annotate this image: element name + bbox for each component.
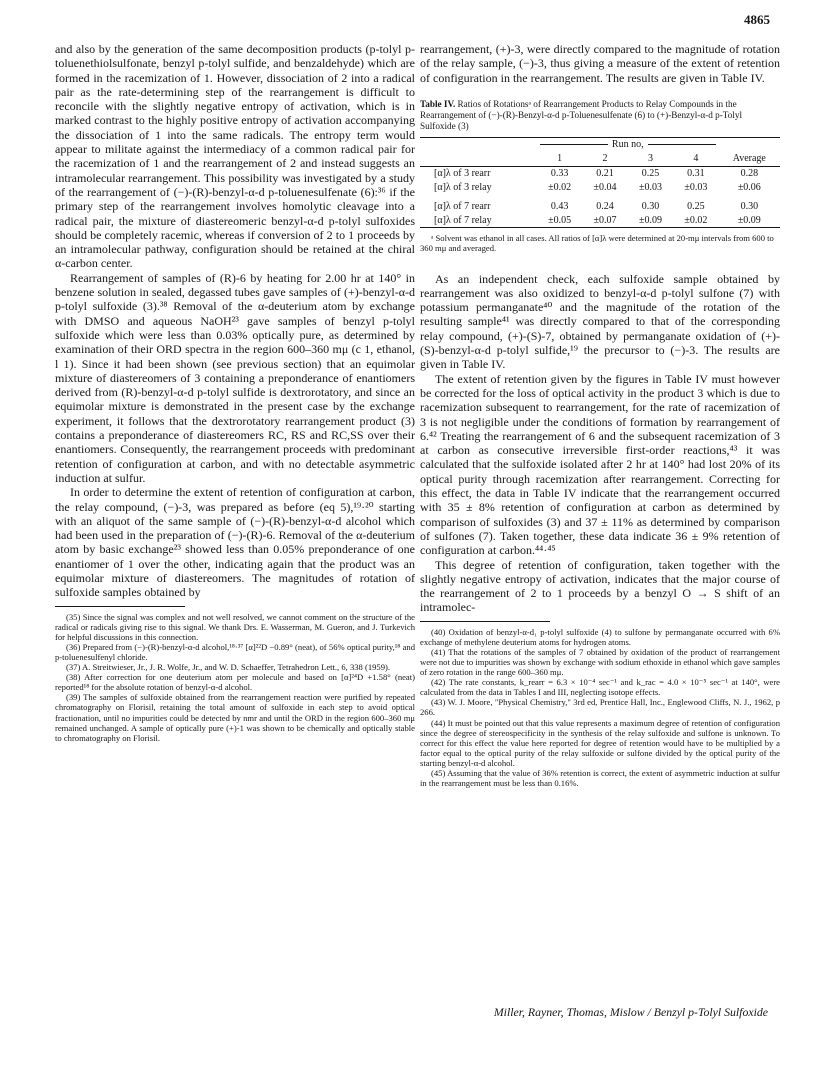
table-cell: ±0.09 — [719, 213, 780, 228]
footnote: (39) The samples of sulfoxide obtained from the rearrangement reaction were purified by repeated chromatography on Florisil, retaining the total amount of sulfoxide in each step to avoid optical fractionation, until no impurities could be detected by nmr and until the ORD in the region 600–360 mμ remained unchanged. A sample of optically pure (+)-1 was shown to be chemically and optically stable to chromatography on Florisil. — [55, 692, 415, 743]
column-header: 1 — [537, 152, 582, 167]
column-header: Average — [719, 152, 780, 167]
table-row — [420, 181, 780, 195]
table-footnote: ᵃ Solvent was ethanol in all cases. All ratios of [α]λ were determined at 20-mμ intervals from 600 to 360 mμ and averaged. — [420, 233, 774, 254]
table-cell: 0.33 — [550, 168, 569, 180]
footnote: (37) A. Streitwieser, Jr., J. R. Wolfe, Jr., and W. D. Schaeffer, Tetrahedron Lett., 6, 338 (1959). — [66, 662, 391, 673]
table-cell: ±0.02 — [673, 213, 718, 228]
footnote-divider — [420, 621, 550, 622]
footnote: (38) After correction for one deuterium atom per molecule and based on [α]²⁴D +1.58° (neat) reported¹⁸ for the absolute rotation of benzyl-α-d alcohol. — [55, 672, 415, 693]
column-header: 2 — [582, 152, 627, 167]
body-paragraph: As an independent check, each sulfoxide sample obtained by rearrangement was also oxidized to benzyl-α-d p-tolyl sulfone (7) with potassium permanganate⁴⁰ and the magnitude of the rotation of the resulting sample⁴¹ was directly compared to that of the corresponding relay compound, (+)-(S)-7, obtained by permanganate oxidation of (+)-(S)-benzyl-α-d p-tolyl sulfide,¹⁹ the precursor to (−)-3. The results are given in Table IV. — [420, 271, 780, 372]
table-cell: ±0.04 — [593, 182, 617, 194]
body-paragraph: This degree of retention of configuration, taken together with the slightly negative entropy of activation, indicates that the major course of the rearrangement of 2 to 1 proceeds by a benzyl O → S shift of an intramolec- — [420, 557, 780, 615]
column-header: 4 — [673, 152, 718, 167]
table-cell: ±0.03 — [684, 182, 708, 194]
table-corner — [420, 152, 537, 167]
table-caption-text: Ratios of Rotationsᵃ of Rearrangement Products to Relay Compounds in the Rearrangement of (−)-(R)-Benzyl-α-d p-Toluenesulfenate (6) to (+)-Benzyl-α-d p-Tolyl Sulfoxide (3) — [420, 98, 743, 131]
table-caption — [420, 99, 780, 132]
footnote: (45) Assuming that the value of 36% retention is correct, the extent of asymmetric induction at sulfur in the rearrangement must be less than 0.16%. — [420, 768, 780, 789]
left-column — [55, 42, 415, 743]
footnote: (42) The rate constants, k_rearr = 6.3 × 10⁻⁴ sec⁻¹ and k_rac = 4.0 × 10⁻⁵ sec⁻¹ at 140°, were calculated from the data in Tables I and III, neglecting isotope effects. — [420, 677, 780, 698]
table-cell: 0.31 — [687, 168, 705, 180]
row-label: [α]λ of 7 rearr — [434, 200, 491, 212]
table-cell: ±0.03 — [638, 182, 662, 194]
footnote: (43) W. J. Moore, "Physical Chemistry," 3rd ed, Prentice Hall, Inc., Englewood Cliffs, N. J., 1962, p 266. — [420, 697, 780, 718]
row-label: [α]λ of 3 relay — [434, 182, 492, 194]
table-cell: ±0.05 — [537, 213, 582, 228]
run-number-label: Run no, — [611, 139, 644, 151]
table-cell: 0.24 — [596, 200, 614, 212]
row-label: [α]λ of 3 rearr — [434, 168, 491, 180]
body-paragraph: The extent of retention given by the figures in Table IV must however be corrected for the loss of optical activity in the product 3 which is due to racemization subsequent to rearrangement, for the rate of racemization of 3 is not negligible under the conditions of formation by rearrangement of 6.⁴² Treating the rearrangement of 6 and the subsequent racemization of 3 at carbon as consecutive irreversible first-order reactions,⁴³ it was calculated that the sulfoxide isolated after 2 hr at 140° had lost 20% of its optical purity through racemization after rearrangement. Correcting for this effect, the data in Table IV indicate that the rearrangement occurred with 35 ± 8% retention of configuration at carbon as determined by comparison of sulfoxides (3) and 37 ± 11% as determined by comparison of sulfones (7). Taken together, these data indicate 36 ± 9% retention of configuration at carbon.⁴⁴·⁴⁵ — [420, 371, 780, 558]
body-paragraph: In order to determine the extent of retention of configuration at carbon, the relay compound, (−)-3, was prepared as before (eq 5),¹⁹·²⁰ starting with an aliquot of the same sample of (−)-(R)-benzyl-α-d alcohol which had been used in the preparation of (−)-(R)-6. Removal of the α-deuterium atom by basic exchange²³ showed less than 0.05% preponderance of one enantiomer of 1 over the other, indicating again that the product was an equimolar mixture of diastereomers. The magnitudes of rotation of sulfoxide samples obtained by — [55, 485, 415, 600]
table-cell: 0.30 — [641, 200, 660, 212]
table-cell: 0.21 — [596, 168, 614, 180]
page-number: 4865 — [744, 12, 770, 27]
table-corner — [719, 137, 780, 152]
table-row — [420, 166, 780, 181]
footnote: (44) It must be pointed out that this value represents a maximum degree of retention of configuration since the degree of stereospecificity in the synthesis of the relay sulfoxide and sulfone is unknown. To correct for this effect the value here reported for degree of retention would have to be multiplied by a factor equal to the optical purity of the relay sulfoxide or sulfone divided by the optical purity of the starting benzyl-α-d alcohol. — [420, 717, 780, 768]
table-cell: 0.25 — [641, 168, 660, 180]
body-paragraph: rearrangement, (+)-3, were directly compared to the magnitude of rotation of the relay sample, (−)-3, thus giving a measure of the extent of retention of configuration in the rearrangement. The results are given in Table IV. — [420, 42, 780, 85]
run-number-header — [537, 137, 719, 152]
body-paragraph: and also by the generation of the same decomposition products (p-tolyl p-toluenethiolsulfonate, benzyl p-tolyl sulfide, and benzaldehyde) which are formed in the racemization of 1. However, dissociation of 2 into a radical pair as the rate-determining step of the rearrangement is difficult to reconcile with the slightly negative entropy of activation, which is in marked contrast to the highly positive entropy of activation accompanying the dissociation of 1 into the same radicals. The entropy term would appear to militate against the intermediacy of a common radical pair for the racemization of 1 and the rearrangement of 2 and instead suggests an intramolecular rearrangement. This possibility was investigated by a study of the rearrangement of (−)-(R)-benzyl-α-d p-toluenesulfenate (6):³⁶ if the primary step of the rearrangement involves homolytic cleavage into a radical pair, the mixture of diastereomeric benzyl-α-d p-tolyl sulfoxides should be completely racemic, whereas if conversion of 2 to 1 proceeds by an intramolecular pathway, configuration should be retained at the chiral α-carbon center. — [55, 42, 415, 271]
table-label: Table IV. — [420, 98, 456, 109]
footnote-divider — [55, 606, 185, 607]
table-cell: ±0.06 — [737, 182, 761, 194]
footnote: (35) Since the signal was complex and not well resolved, we cannot comment on the structure of the radical or radicals giving rise to this signal. We thank Drs. E. Wasserman, M. Gueron, and J. Turkevich for helpful discussions in this connection. — [55, 611, 415, 642]
table-cell: 0.30 — [740, 200, 759, 212]
table-cell: 0.28 — [740, 168, 759, 180]
footnote: (41) That the rotations of the samples of 7 obtained by oxidation of the product of rearrangement were not due to impurities was shown by exchange with sodium ethoxide in ethanol which gave samples of zero rotation in the range 600–360 mμ. — [420, 646, 780, 678]
footnote: (36) Prepared from (−)-(R)-benzyl-α-d alcohol,¹⁸·³⁷ [α]²²D −0.89° (neat), of 56% optical purity,¹⁸ and p-toluenesulfenyl chloride. — [55, 641, 415, 662]
row-label: [α]λ of 7 relay — [420, 213, 537, 228]
table-cell: 0.43 — [550, 200, 569, 212]
column-header: 3 — [628, 152, 673, 167]
right-column — [420, 42, 780, 788]
table-corner — [420, 137, 537, 152]
table-cell: ±0.07 — [582, 213, 627, 228]
table-row — [420, 195, 780, 214]
running-footer: Miller, Rayner, Thomas, Mislow / Benzyl p-Tolyl Sulfoxide — [493, 1005, 768, 1019]
table-cell: ±0.02 — [548, 182, 572, 194]
results-table — [420, 137, 780, 229]
table-cell: 0.25 — [687, 200, 705, 212]
footnote: (40) Oxidation of benzyl-α-d₁ p-tolyl sulfoxide (4) to sulfone by permanganate occurred with 6% exchange of methylene deuterium atoms for hydrogen atoms. — [420, 626, 780, 647]
table-row — [420, 213, 780, 228]
body-paragraph: Rearrangement of samples of (R)-6 by heating for 2.00 hr at 140° in benzene solution in sealed, degassed tubes gave samples of (+)-benzyl-α-d p-tolyl sulfoxide (3).³⁸ Removal of the α-deuterium atom by exchange with DMSO and aqueous NaOH²³ gave samples of benzyl p-tolyl sulfoxide which were less than 0.03% optically pure, as determined by examination of their ORD spectra in the region 600–360 mμ (c 1, ethanol, l 1). Since it had been shown (see previous section) that an equimolar mixture of diastereomers of 3 containing a preponderance of enantiomers derived from (R)-benzyl-α-d p-tolyl sulfide is dextrorotatory, and since an equimolar mixture is demonstrated in the present case by the exchange experiment, it follows that the dextrorotatory rearrangement product (3) contains a preponderance of diastereomers RC, RS and RC,SS over their enantiomers. Consequently, the rearrangement proceeds with predominant retention of configuration at carbon, and with no detectable asymmetric induction at sulfur. — [55, 270, 415, 485]
table-cell: ±0.09 — [628, 213, 673, 228]
